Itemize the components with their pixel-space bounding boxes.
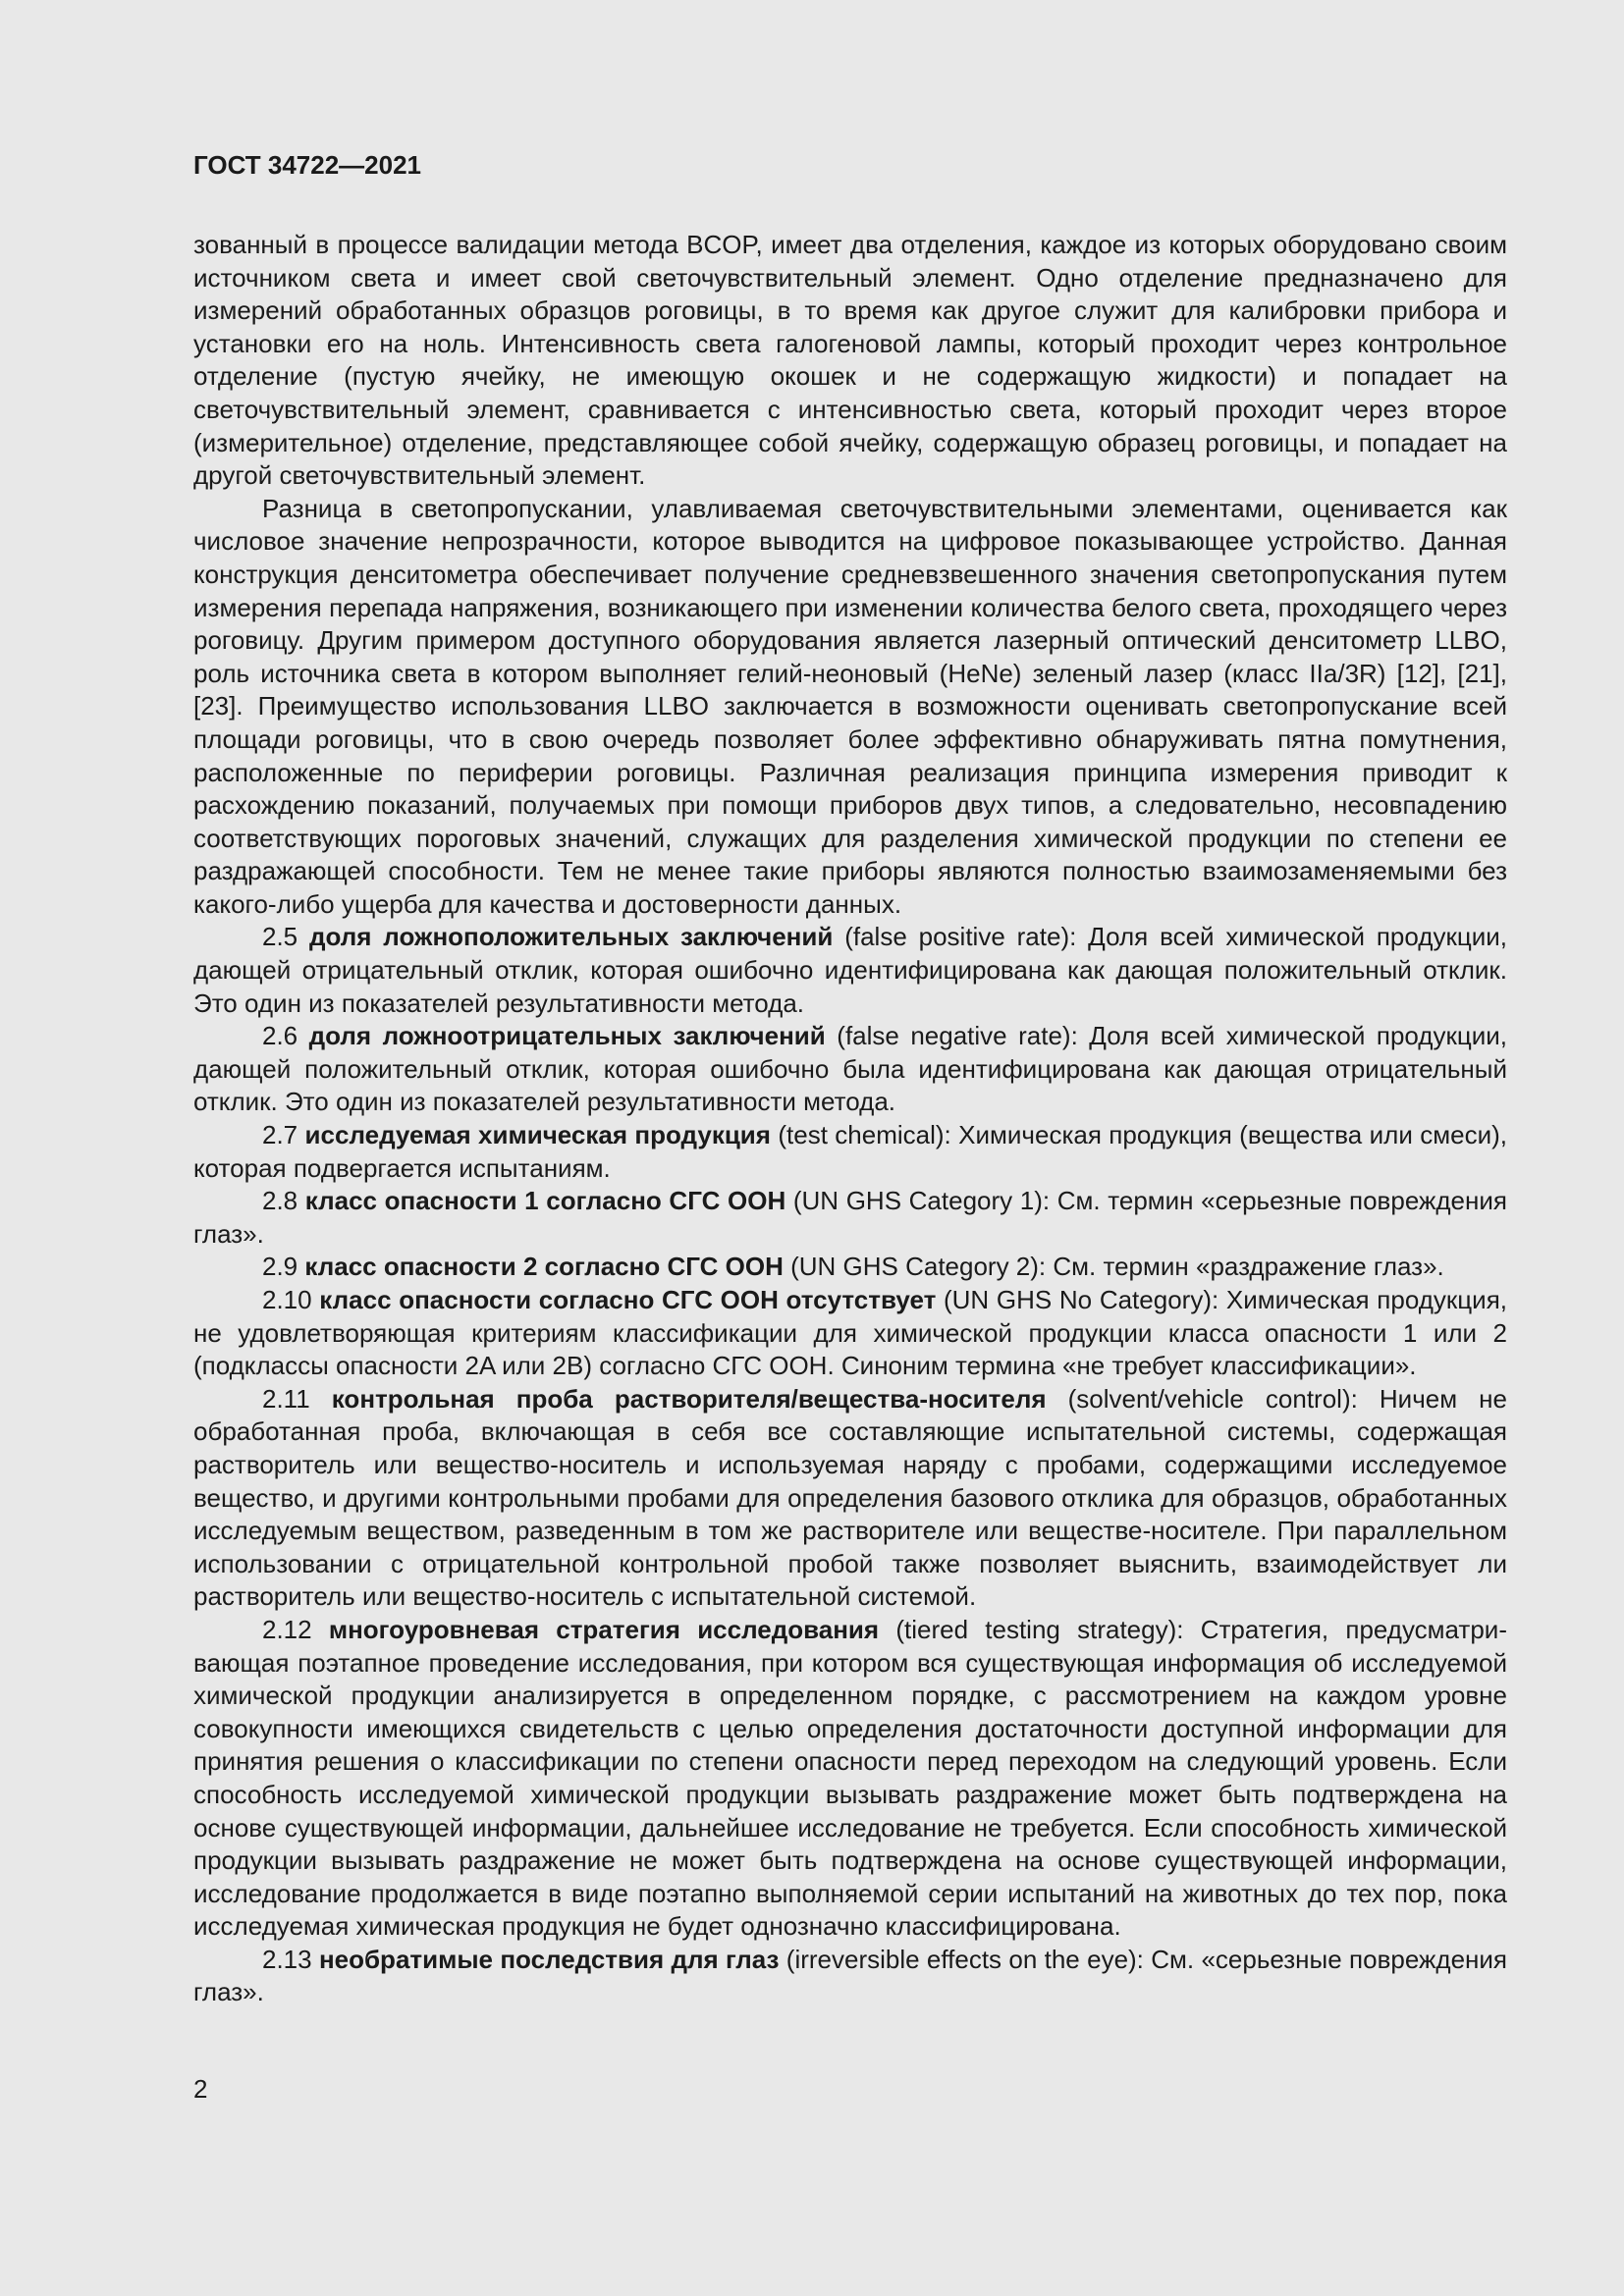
definition-term: контрольная проба растворителя/вещества-носителя: [331, 1383, 1047, 1414]
definition-number: 2.11: [262, 1383, 310, 1414]
definition-2-7: [193, 1119, 1507, 1185]
definition-2-12: [193, 1614, 1507, 1944]
document-page: [193, 147, 1507, 2009]
paragraph-densitometer: Разница в светопропускании, улавливаемая светочувствительными элементами, оценивается как числовое значение непрозрачности, которое выводится на цифровое показывающее устройство. Данная конструкция денситометра обеспечивает получение средневзвешенного значения светопропускания путем измерения перепада напряжения, возникающего при изменении количества белого света, проходящего через роговицу. Другим примером доступного оборудования является лазерный оптический денситометр LLBO, роль источника света в котором выполняет гелий-неоновый (HeNe) зеленый лазер (класс IIa/3R) [12], [21], [23]. Преимущество использования LLBO заключается в возможности оценивать светопропускание всей площади роговицы, что в свою очередь позволяет более эффективно обнаруживать пятна помутнения, расположенные по периферии роговицы. Различная реализация принципа измерения приводит к расхождению показаний, получаемых при помощи приборов двух типов, а следовательно, несовпадению соответствующих пороговых значений, служащих для разделения химической продукции по степени ее раздражающей способности. Тем не менее такие приборы являются полностью взаимозаменяемыми без какого-либо ущерба для качества и достоверности данных.: [193, 493, 1507, 919]
definition-text: (UN GHS Category 2): См. термин «раздражение глаз».: [790, 1252, 1444, 1282]
definition-text: (UN GHS No Category): Химическая продукция, не удовлетворяющая критериям классификации для химической продукции класса опасности 1 или 2 (подклассы опасности 2A или 2B) согласно СГС ООН. Синоним термина «не требует классификации».: [193, 1285, 1507, 1381]
definition-text: (irreversible effects on the eye): См. «серьезные повреждения глаз».: [193, 1944, 1507, 2007]
definition-number: 2.7: [262, 1120, 298, 1150]
definition-text: (false positive rate): Доля всей химической продукции, дающей отрицательный отклик, которая ошибочно идентифицирована как дающая положительный отклик. Это один из показателей результативности метода.: [193, 922, 1507, 1018]
definition-term: доля ложноположительных заключений: [309, 922, 834, 952]
definition-number: 2.8: [262, 1186, 298, 1216]
definition-term: необратимые последствия для глаз: [318, 1944, 780, 1974]
definition-term: доля ложноотрицательных заключений: [308, 1021, 826, 1051]
paragraph-continuation: зованный в процессе валидации метода BCOP, имеет два отделения, каждое из которых оборудовано своим источником света и имеет свой светочувствительный элемент. Одно отделение предназначено для измерений обработанных образцов роговицы, в то время как другое служит для калибровки прибора и установки его на ноль. Интенсивность света галогеновой лампы, который проходит через контрольное отделение (пустую ячейку, не имеющую окошек и не содержащую жидкости) и попадает на светочувствительный элемент, сравнивается с интенсивностью света, который проходит через второе (измерительное) отделение, представляющее собой ячейку, содержащую образец роговицы, и попадает на другой светочувствительный элемент.: [193, 230, 1507, 491]
definition-number: 2.9: [262, 1252, 298, 1282]
definition-2-13: [193, 1944, 1507, 2009]
page-number: 2: [193, 2074, 208, 2104]
definition-number: 2.6: [262, 1021, 298, 1051]
definition-text: (UN GHS Category 1): См. термин «серьезные повреждения глаз».: [193, 1186, 1507, 1249]
definition-number: 2.12: [262, 1614, 312, 1644]
definition-text: (tiered testing strategy): Стратегия, предусматривающая поэтапное проведение исследования, при котором вся существующая информация об исследуемой химической продукции анализируется в определенном порядке, с рассмотрением на каждом уровне совокупности имеющихся свидетельств с целью определения достаточности доступной информации для принятия решения о классификации по степени опасности перед переходом на следующий уровень. Если способность исследуемой химической продукции вызывать раздражение может быть подтверждена на основе существующей информации, дальнейшее исследование не требуется. Если способность химической продукции вызывать раздражение не может быть подтверждена на основе существующей информации, исследование продолжается в виде поэтапно выполняемой серии испытаний на животных до тех пор, пока исследуемая химическая продукция не будет однозначно классифицирована.: [193, 1614, 1507, 1942]
definition-text: (solvent/vehicle control): Ничем не обработанная проба, включающая в себя все составляющие испытательной системы, содержащая растворитель или вещество-носитель и используемая наряду с пробами, содержащими исследуемое вещество, и другими контрольными пробами для определения базового отклика для образцов, обработанных исследуемым веществом, разведенным в том же растворителе или веществе-носителе. При параллельном использовании с отрицательной контрольной пробой также позволяет выяснить, взаимодействует ли растворитель или вещество-носитель с испытательной системой.: [193, 1383, 1507, 1612]
definition-2-10: [193, 1284, 1507, 1383]
definition-2-6: [193, 1020, 1507, 1119]
definition-number: 2.13: [262, 1944, 312, 1974]
definition-term: класс опасности 2 согласно СГС ООН: [304, 1252, 784, 1282]
definition-2-8: [193, 1185, 1507, 1251]
definition-term: многоуровневая стратегия исследования: [328, 1614, 880, 1644]
definition-2-11: [193, 1383, 1507, 1614]
definition-2-5: [193, 921, 1507, 1020]
definition-term: класс опасности 1 согласно СГС ООН: [304, 1186, 786, 1216]
definition-number: 2.5: [262, 922, 298, 952]
definition-text: (false negative rate): Доля всей химической продукции, дающей положительный отклик, которая ошибочно была идентифицирована как дающая отрицательный отклик. Это один из показателей результативности метода.: [193, 1021, 1508, 1117]
document-header: ГОСТ 34722—2021: [193, 150, 421, 180]
definition-text: (test chemical): Химическая продукция (вещества или смеси), которая подвергается испытаниям.: [193, 1120, 1507, 1183]
definition-term: класс опасности согласно СГС ООН отсутствует: [319, 1285, 937, 1314]
definition-term: исследуемая химическая продукция: [304, 1120, 771, 1150]
definition-number: 2.10: [262, 1285, 312, 1314]
definition-2-9: [193, 1251, 1507, 1284]
